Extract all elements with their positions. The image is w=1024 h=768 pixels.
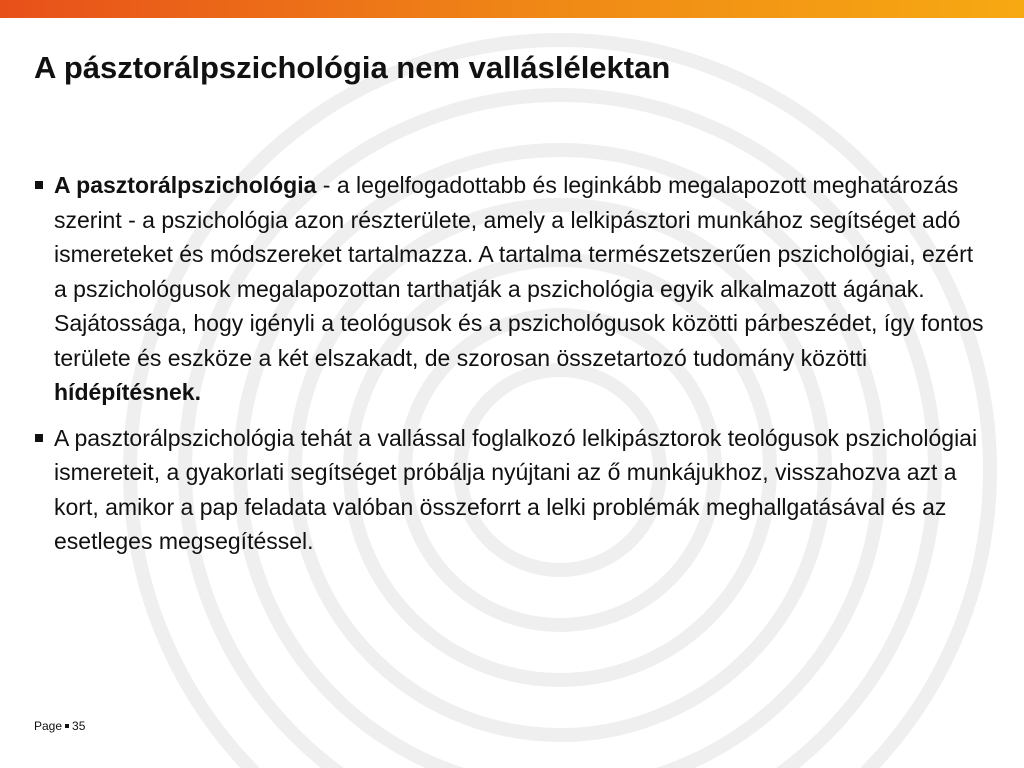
- slide-content: [34, 168, 992, 570]
- page-footer: [34, 719, 85, 733]
- page-number: 35: [72, 719, 86, 733]
- bullet-text: A pasztorálpszichológia tehát a vallással foglalkozó lelkipásztorok teológusok pszichológiai ismereteit, a gyakorlati segítséget próbálja nyújtani az ő munkájukhoz, visszahozva azt a kort, amikor a pap feladata valóban összeforrt a lelki problémák meghallgatásával és az esetleges megsegítéssel.: [54, 424, 978, 554]
- bullet-item: [34, 421, 992, 559]
- bullet-lead-term: A pasztorálpszichológia: [54, 172, 317, 198]
- square-bullet-icon: [35, 181, 43, 189]
- page-label: Page: [34, 719, 63, 733]
- square-separator-icon: [65, 724, 69, 728]
- bullet-item: [34, 168, 992, 410]
- square-bullet-icon: [35, 434, 43, 442]
- bullet-text: - a legelfogadottabb és leginkább megalapozott meghatározás szerint - a pszichológia azon részterülete, amely a lelkipásztori munkához segítséget adó ismereteket és módszereket tartalmazza. A tartalma természetszerűen pszichológiai, ezért a pszichológusok megalapozottan tarthatják a pszichológia egyik alkalmazott ágának. Sajátossága, hogy igényli a teológusok és a pszichológusok közötti párbeszédet, így fontos területe és eszköze a két elszakadt, de szorosan összetartozó tudomány közötti: [54, 172, 984, 371]
- slide-title: A pásztorálpszichológia nem valláslélektan: [34, 50, 671, 85]
- bullet-emphasis: hídépítésnek.: [54, 379, 201, 405]
